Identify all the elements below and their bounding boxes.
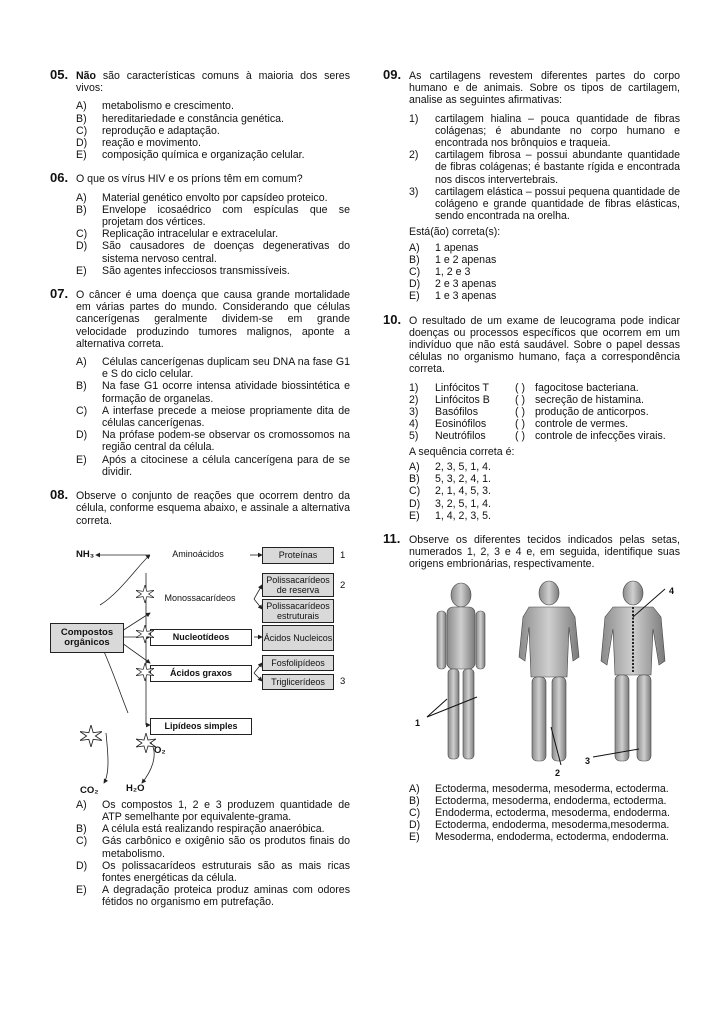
option[interactable]: A) metabolismo e crescimento. <box>76 100 234 113</box>
option[interactable]: D) 3, 2, 5, 1, 4. <box>409 497 491 510</box>
question-number: 10. <box>383 311 402 327</box>
question-stem: O câncer é uma doença que causa grande mortalidade em várias partes do mundo. Considerando que células cancerígenas geralmente dividem-se em grande velocidade produzindo tumores malignos, aponte a alternativa correta. <box>76 289 350 350</box>
option[interactable]: E) 1, 4, 2, 3, 5. <box>409 509 491 522</box>
option[interactable]: A) 1 apenas <box>409 241 479 254</box>
question-07 <box>50 286 350 478</box>
nucleotideos-box: Nucleotídeos <box>150 629 252 646</box>
co2-label: CO₂ <box>80 784 99 796</box>
answer-prompt: Está(ão) correta(s): <box>409 226 501 239</box>
option[interactable]: E) Mesoderma, endoderma, ectoderma, endoderma. <box>409 831 669 844</box>
options-list <box>76 799 350 909</box>
option[interactable]: E) 1 e 3 apenas <box>409 290 497 303</box>
option[interactable]: C) Endoderma, ectoderma, mesoderma, endoderma. <box>409 806 670 819</box>
option[interactable]: D) São causadores de doenças degenerativas do sistema nervoso central. <box>76 240 350 265</box>
acidos-nucleicos-box: Ácidos Nucleicos <box>262 625 334 651</box>
question-08 <box>50 487 350 909</box>
tissue-label-3: 3 <box>585 755 591 766</box>
statements-list <box>409 113 680 223</box>
polissac-estruturais-box: Polissacarídeos estruturais <box>262 599 334 623</box>
matching-row: 3) Basófilos ( ) produção de anticorpos. <box>409 406 649 419</box>
right-column <box>383 67 680 856</box>
acidos-graxos-box: Ácidos graxos <box>150 665 252 682</box>
marker-2: 2 <box>340 579 346 591</box>
energy-burst-icon <box>136 585 154 603</box>
option[interactable]: D) Ectoderma, endoderma, mesoderma,mesoderma. <box>409 819 670 832</box>
question-number: 08. <box>50 487 69 503</box>
option[interactable]: E) composição química e organização celular. <box>76 149 305 162</box>
lipideos-simples-box: Lipídeos simples <box>150 718 252 735</box>
options-list <box>409 242 680 303</box>
option[interactable]: D) Na prófase podem-se observar os cromossomos na região central da célula. <box>76 429 350 454</box>
option[interactable]: A) Material genético envolto por capsídeo proteico. <box>76 191 328 204</box>
anatomy-illustration <box>401 577 701 777</box>
option[interactable]: B) Envelope icosaédrico com espículas que se projetam dos vértices. <box>76 203 350 229</box>
question-number: 06. <box>50 170 69 186</box>
option[interactable]: D) 2 e 3 apenas <box>409 278 497 291</box>
energy-burst-icon <box>80 725 102 747</box>
option[interactable]: C) Gás carbônico e oxigênio são os produtos finais do metabolismo. <box>76 835 350 860</box>
matching-row: 1) Linfócitos T ( ) fagocitose bacteriana. <box>409 381 639 394</box>
question-stem: Observe os diferentes tecidos indicados pelas setas, numerados 1, 2, 3 e 4 e, em seguida, identifique suas origens embrionárias, respectivamente. <box>409 533 680 571</box>
option[interactable]: C) A interfase precede a meiose propriamente dita de células cancerígenas. <box>76 404 350 430</box>
question-06 <box>50 170 350 277</box>
option[interactable]: B) Na fase G1 ocorre intensa atividade biossintética e formação de organelas. <box>76 380 350 405</box>
aminoacidos-box: Aminoácidos <box>150 547 246 561</box>
tissue-label-1: 1 <box>415 717 421 728</box>
energy-burst-icon <box>136 733 156 753</box>
options-list <box>409 783 680 844</box>
statement: 1) cartilagem hialina – pouca quantidade de fibras colágenas; é abundante no corpo humano e encontrada nos brônquios e traqueia. <box>409 112 680 150</box>
question-number: 09. <box>383 67 402 82</box>
h2o-label: H₂O <box>126 782 145 794</box>
option[interactable]: E) A degradação proteica produz aminas com odores fétidos no organismo em putrefação. <box>76 884 350 909</box>
question-10 <box>383 311 680 522</box>
triglicerideos-box: Triglicerídeos <box>262 674 334 690</box>
option[interactable]: A) Células cancerígenas duplicam seu DNA na fase G1 e S do ciclo celular. <box>76 356 350 381</box>
option[interactable]: B) hereditariedade e constância genética. <box>76 112 284 125</box>
question-number: 05. <box>50 67 69 82</box>
option[interactable]: A) Os compostos 1, 2 e 3 produzem quantidade de ATP semelhante por equivalente-grama. <box>76 798 350 823</box>
question-stem: O que os vírus HIV e os príons têm em comum? <box>76 173 303 186</box>
option[interactable]: E) Após a citocinese a célula cancerígena para de se dividir. <box>76 453 350 478</box>
question-number: 11. <box>383 530 401 546</box>
compostos-organicos-box: Compostos orgânicos <box>50 623 124 653</box>
answer-prompt: A sequência correta é: <box>409 445 515 458</box>
option[interactable]: C) Replicação intracelular e extracelular. <box>76 228 279 241</box>
question-09 <box>383 67 680 303</box>
o2-label: O₂ <box>154 744 166 756</box>
matching-row: 4) Eosinófilos ( ) controle de vermes. <box>409 418 629 431</box>
left-column <box>50 67 350 909</box>
energy-burst-icon <box>136 625 154 643</box>
tissue-label-2: 2 <box>555 767 561 778</box>
matching-row: 2) Linfócitos B ( ) secreção de histamina. <box>409 393 644 406</box>
option[interactable]: B) 1 e 2 apenas <box>409 253 497 266</box>
option[interactable]: B) Ectoderma, mesoderma, endoderma, ectoderma. <box>409 794 667 807</box>
polissac-reserva-box: Polissacarídeos de reserva <box>262 573 334 597</box>
question-stem: O resultado de um exame de leucograma pode indicar doenças ou processos específicos que ocorrem em um indivíduo que não está saudável. Sobre o papel dessas células no organismo humano, faça a correspondência correta. <box>409 314 680 376</box>
option[interactable]: C) 1, 2 e 3 <box>409 266 471 279</box>
option[interactable]: D) Os polissacarídeos estruturais são as mais ricas fontes energéticas da célula. <box>76 859 350 884</box>
option[interactable]: B) 5, 3, 2, 4, 1. <box>409 473 491 486</box>
marker-3: 3 <box>340 675 346 687</box>
options-list <box>76 100 350 161</box>
option[interactable]: B) A célula está realizando respiração anaeróbica. <box>76 823 325 836</box>
monossacarideos-box: Monossacarídeos <box>150 591 250 605</box>
option[interactable]: D) reação e movimento. <box>76 137 201 150</box>
fosfolipideos-box: Fosfolipídeos <box>262 655 334 671</box>
options-list <box>76 192 350 277</box>
options-list <box>76 356 350 478</box>
question-stem: Observe o conjunto de reações que ocorrem dentro da célula, conforme esquema abaixo, e assinale a alternativa correta. <box>76 490 350 527</box>
option[interactable]: A) 2, 3, 5, 1, 4. <box>409 460 491 473</box>
tissue-label-4: 4 <box>669 585 675 596</box>
option[interactable]: C) reprodução e adaptação. <box>76 124 220 137</box>
statement: 3) cartilagem elástica – possui pequena quantidade de colágeno e grande quantidade de fibras elásticas, sendo encontrada na orelha. <box>409 185 680 223</box>
question-number: 07. <box>50 286 69 302</box>
options-list <box>409 461 680 522</box>
metabolism-diagram <box>50 533 350 795</box>
option[interactable]: E) São agentes infecciosos transmissíveis. <box>76 264 290 277</box>
anatomy-figure <box>401 577 701 777</box>
question-stem: Não são características comuns à maioria dos seres vivos: <box>76 70 350 95</box>
question-05 <box>50 67 350 162</box>
option[interactable]: C) 2, 1, 4, 5, 3. <box>409 485 491 498</box>
question-stem: As cartilagens revestem diferentes partes do corpo humano e de animais. Sobre os tipos de cartilagem, analise as seguintes afirmativas: <box>409 70 680 107</box>
nh3-label: NH₃ <box>76 548 95 560</box>
option[interactable]: A) Ectoderma, mesoderma, mesoderma, ectoderma. <box>409 782 669 795</box>
matching-table <box>409 382 680 443</box>
matching-row: 5) Neutrófilos ( ) controle de infecções virais. <box>409 430 666 443</box>
statement: 2) cartilagem fibrosa – possui abundante quantidade de fibras colágenas; é bastante rígida e encontrada nos discos intervertebrais. <box>409 149 680 186</box>
proteinas-box: Proteínas <box>262 547 334 564</box>
marker-1: 1 <box>340 549 346 561</box>
question-11 <box>383 530 680 844</box>
energy-burst-icon <box>136 663 154 681</box>
